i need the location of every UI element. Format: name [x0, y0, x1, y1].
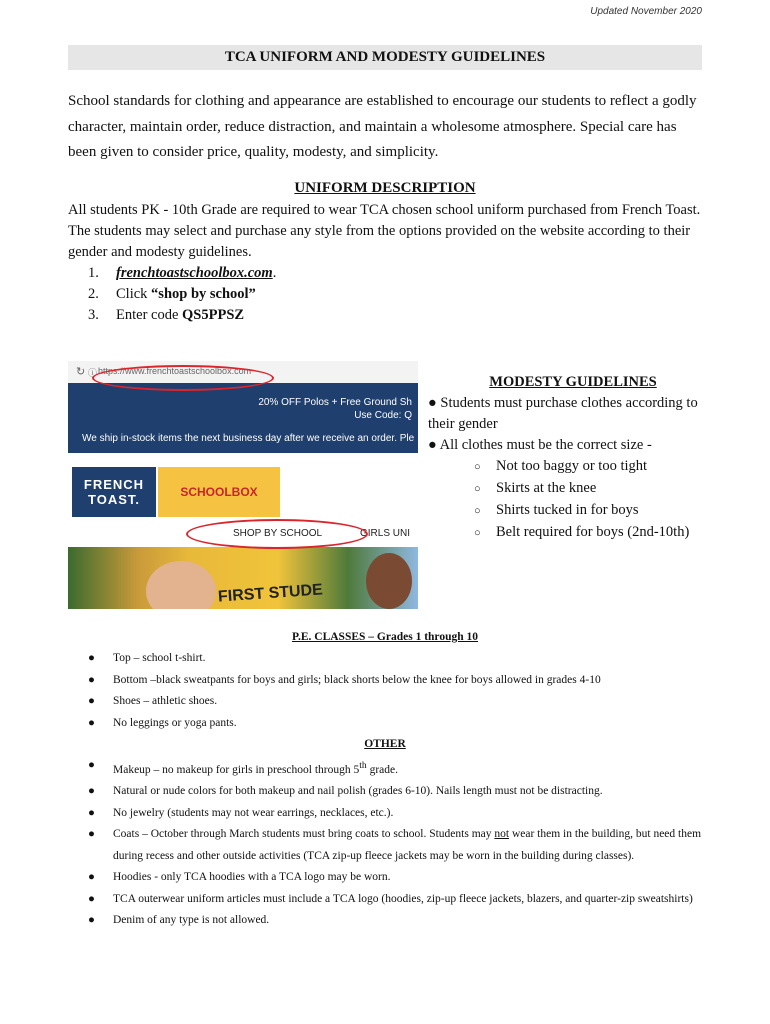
steps-list [68, 263, 708, 326]
modesty-sub-item: ○ Shirts tucked in for boys [474, 502, 639, 518]
step-2: 2. Click “shop by school” [88, 286, 256, 302]
updated-date: Updated November 2020 [590, 6, 702, 17]
list-item: ● No jewelry (students may not wear earrings, necklaces, etc.). [88, 806, 394, 819]
modesty-sub-item: ○ Skirts at the knee [474, 480, 597, 496]
info-icon: ⓘ [88, 368, 98, 378]
promo-code: QS5PPSZ [182, 307, 245, 323]
modesty-heading: MODESTY GUIDELINES [489, 374, 657, 390]
list-item: ● Makeup – no makeup for girls in preschool through 5th grade. [88, 759, 398, 776]
website-screenshot [68, 361, 418, 609]
intro-paragraph: School standards for clothing and appearance are established to encourage our students to reflect a godly character, maintain order, reduce distraction, and maintain a wholesome atmosphere. Special care has been given to consider price, quality, modesty, and simplicity. [68, 93, 697, 160]
student-figure [146, 561, 216, 609]
url-text: https://www.frenchtoastschoolbox.com [98, 366, 252, 376]
french-toast-logo: FRENCH TOAST. [72, 467, 156, 517]
list-item: ● Denim of any type is not allowed. [88, 914, 270, 927]
shop-by-school-link: SHOP BY SCHOOL [233, 528, 323, 539]
students-photo [68, 547, 418, 609]
other-list [88, 755, 708, 932]
step-3: 3. Enter code QS5PPSZ [88, 307, 245, 323]
shop-highlight-ring [186, 519, 368, 549]
modesty-sub-item: ○ Not too baggy or too tight [474, 458, 648, 474]
list-item: ● No leggings or yoga pants. [88, 716, 237, 729]
modesty-section [428, 372, 718, 544]
title-bar [68, 45, 702, 70]
pe-list [88, 648, 708, 734]
promo-line-2: Use Code: Q [354, 410, 412, 421]
modesty-sub-item: ○ Belt required for boys (2nd-10th) [474, 524, 690, 540]
modesty-bullet: ● Students must purchase clothes according to their gender [428, 395, 698, 432]
other-heading: OTHER [364, 738, 406, 750]
uniform-section [68, 200, 708, 326]
girls-uniform-link: GIRLS UNI [360, 528, 411, 539]
bus-sign: FIRST STUDE [217, 581, 324, 606]
pe-heading: P.E. CLASSES – Grades 1 through 10 [292, 631, 478, 643]
schoolbox-logo: SCHOOLBOX [158, 467, 280, 517]
promo-line-3: We ship in-stock items the next business day after we receive an order. Ple [82, 433, 415, 444]
list-item: ● Bottom –black sweatpants for boys and girls; black shorts below the knee for boys allowed in grades 4-10 [88, 673, 601, 686]
promo-line-1: 20% OFF Polos + Free Ground Sh [258, 397, 412, 408]
uniform-heading: UNIFORM DESCRIPTION [294, 180, 476, 196]
frenchtoast-link[interactable]: frenchtoastschoolbox.com [116, 265, 273, 281]
url-highlight-ring [92, 365, 274, 391]
promo-banner [68, 383, 418, 453]
list-item: ● Hoodies - only TCA hoodies with a TCA logo may be worn. [88, 871, 391, 884]
student-figure [366, 553, 412, 609]
list-item: ● Top – school t-shirt. [88, 652, 206, 664]
list-item: ● Natural or nude colors for both makeup and nail polish (grades 6-10). Nails length must not be distracting. [88, 785, 603, 798]
list-item: ● TCA outerwear uniform articles must include a TCA logo (hoodies, zip-up fleece jackets, blazers, and quarter-zip sweatshirts) [88, 892, 693, 905]
step-1: 1. frenchtoastschoolbox.com. [88, 265, 277, 281]
reload-icon: ↻ [76, 366, 86, 378]
list-item: ● Coats – October through March students must bring coats to school. Students may not wear them in the building, but need them during recess and other outside activities (TCA zip-up fleece jackets may be worn in the building during classes). [88, 828, 702, 862]
modesty-bullet: ● All clothes must be the correct size - [428, 437, 652, 453]
page-title: TCA UNIFORM AND MODESTY GUIDELINES [224, 49, 546, 65]
list-item: ● Shoes – athletic shoes. [88, 695, 218, 707]
uniform-description: All students PK - 10th Grade are required to wear TCA chosen school uniform purchased from French Toast. The students may select and purchase any style from the options provided on the website according to their gender and modesty guidelines. [68, 202, 701, 260]
